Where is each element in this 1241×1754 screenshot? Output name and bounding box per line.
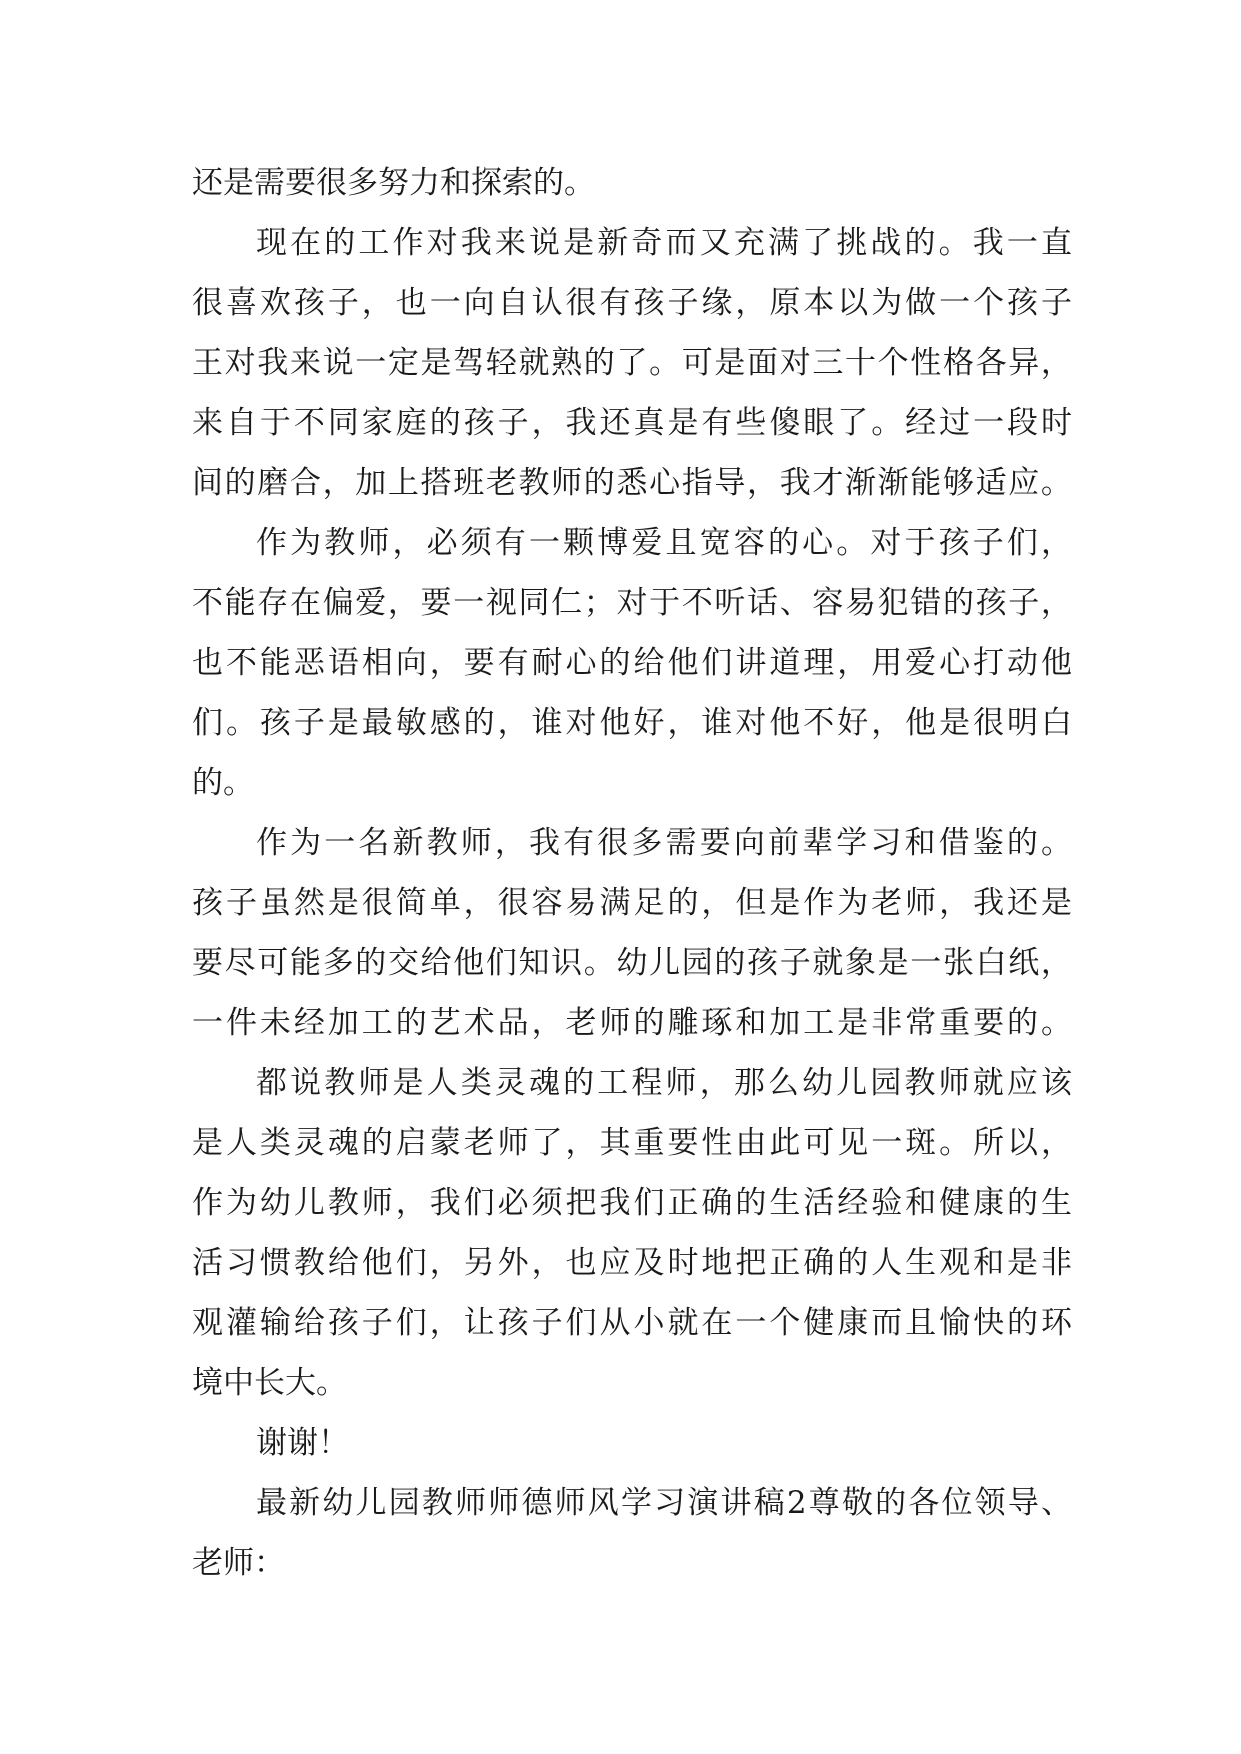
text-line: 间的磨合，加上搭班老教师的悉心指导，我才渐渐能够适应。: [192, 465, 1074, 501]
text-line: 要尽可能多的交给他们知识。幼儿园的孩子就象是一张白纸，: [192, 945, 1074, 981]
paragraph-first-line: 作为一名新教师，我有很多需要向前辈学习和借鉴的。: [256, 825, 1076, 861]
text-line: 来自于不同家庭的孩子，我还真是有些傻眼了。经过一段时: [192, 405, 1075, 441]
text-line: 也不能恶语相向，要有耐心的给他们讲道理，用爱心打动他: [192, 645, 1075, 681]
speech-title-line: 最新幼儿园教师师德师风学习演讲稿2尊敬的各位领导、: [256, 1485, 1075, 1521]
text-line: 还是需要很多努力和探索的。: [192, 165, 595, 201]
text-line: 境中长大。: [192, 1365, 347, 1401]
text-line: 很喜欢孩子，也一向自认很有孩子缘，原本以为做一个孩子: [192, 285, 1075, 321]
paragraph-first-line: 作为教师，必须有一颗博爱且宽容的心。对于孩子们，: [256, 525, 1076, 561]
text-line: 王对我来说一定是驾轻就熟的了。可是面对三十个性格各异，: [192, 345, 1074, 381]
text-line: 孩子虽然是很简单，很容易满足的，但是作为老师，我还是: [192, 885, 1075, 921]
text-line: 是人类灵魂的启蒙老师了，其重要性由此可见一斑。所以，: [192, 1125, 1075, 1161]
text-line: 作为幼儿教师，我们必须把我们正确的生活经验和健康的生: [192, 1185, 1075, 1221]
paragraph-first-line: 现在的工作对我来说是新奇而又充满了挑战的。我一直: [256, 225, 1076, 261]
salutation-line: 老师：: [192, 1545, 285, 1581]
text-line: 观灌输给孩子们，让孩子们从小就在一个健康而且愉快的环: [192, 1305, 1075, 1341]
paragraph-first-line: 都说教师是人类灵魂的工程师，那么幼儿园教师就应该: [256, 1065, 1076, 1101]
text-line: 活习惯教给他们，另外，也应及时地把正确的人生观和是非: [192, 1245, 1075, 1281]
text-line: 不能存在偏爱，要一视同仁；对于不听话、容易犯错的孩子，: [192, 585, 1074, 621]
text-line: 们。孩子是最敏感的，谁对他好，谁对他不好，他是很明白: [192, 705, 1075, 741]
text-line: 一件未经加工的艺术品，老师的雕琢和加工是非常重要的。: [192, 1005, 1075, 1041]
thanks-line: 谢谢！: [256, 1425, 349, 1461]
text-line: 的。: [192, 765, 254, 801]
